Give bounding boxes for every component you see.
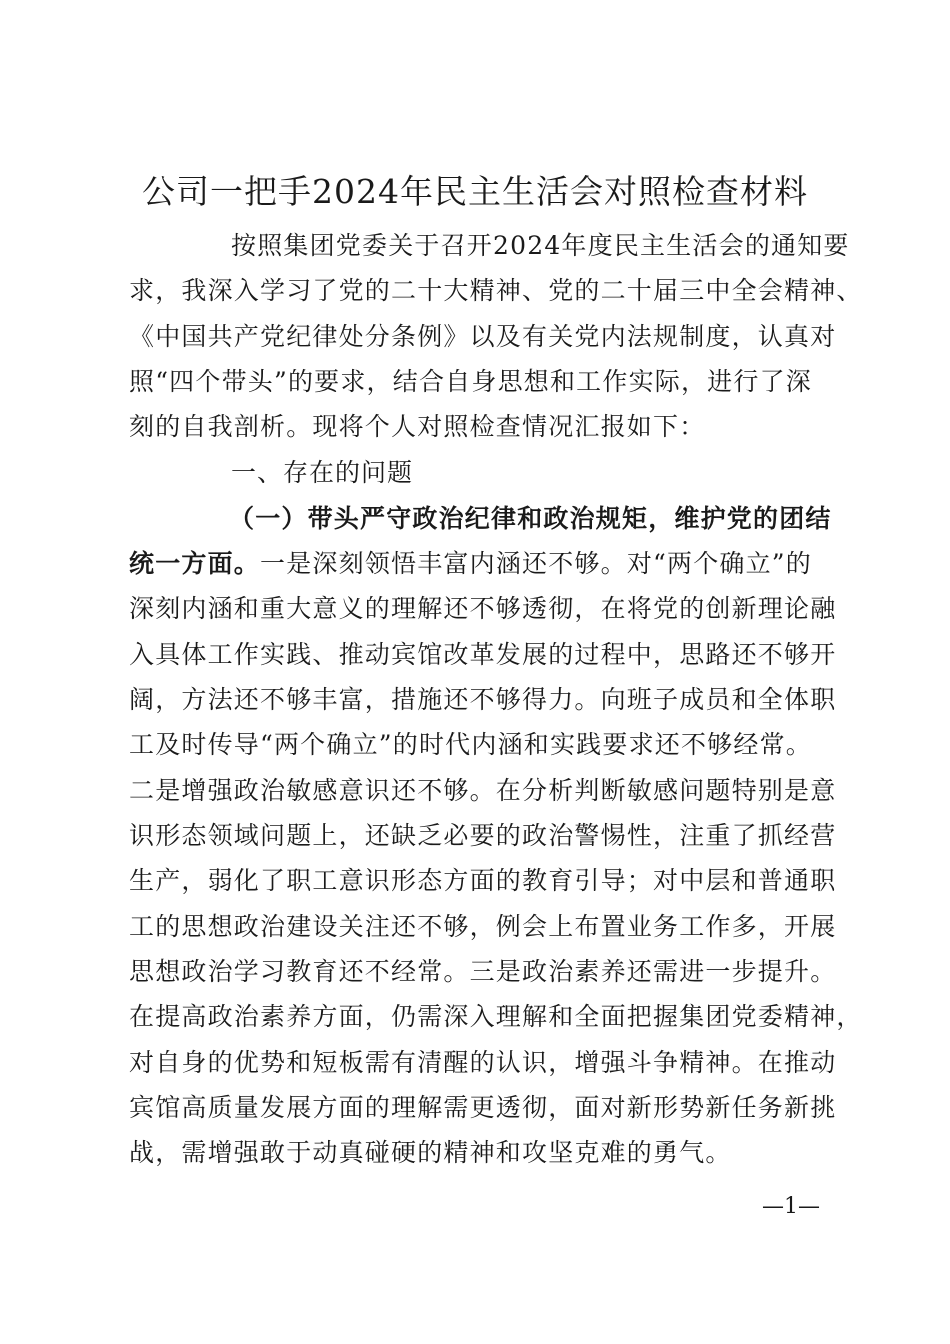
body-line: 对自身的优势和短板需有清醒的认识，增强斗争精神。在推动 (129, 1048, 837, 1077)
body-line: 宾馆高质量发展方面的理解需更透彻，面对新形势新任务新挑 (129, 1093, 837, 1122)
document-title: 公司一把手2024年民主生活会对照检查材料 (142, 172, 808, 211)
body-line: 思想政治学习教育还不经常。三是政治素养还需进一步提升。 (129, 957, 837, 986)
subsection-line (129, 544, 812, 584)
body-text: 一是深刻领悟丰富内涵还不够。对“两个确立”的 (260, 549, 812, 578)
body-line: 二是增强政治敏感意识还不够。在分析判断敏感问题特别是意 (129, 776, 837, 805)
body-line: 工的思想政治建设关注还不够，例会上布置业务工作多，开展 (129, 912, 837, 941)
body-line: 工及时传导“两个确立”的时代内涵和实践要求还不够经常。 (129, 730, 812, 759)
subsection-heading-continued: 统一方面。 (129, 549, 261, 578)
intro-line: 求，我深入学习了党的二十大精神、党的二十届三中全会精神、 (129, 276, 863, 305)
section-heading: 一、存在的问题 (231, 458, 414, 487)
body-line: 识形态领域问题上，还缺乏必要的政治警惕性，注重了抓经营 (129, 821, 837, 850)
body-line: 生产，弱化了职工意识形态方面的教育引导；对中层和普通职 (129, 866, 837, 895)
body-line: 在提高政治素养方面，仍需深入理解和全面把握集团党委精神， (129, 1002, 863, 1031)
intro-line: 按照集团党委关于召开2024年度民主生活会的通知要 (231, 231, 850, 260)
body-line: 战，需增强敢于动真碰硬的精神和攻坚克难的勇气。 (129, 1138, 732, 1167)
body-line: 深刻内涵和重大意义的理解还不够透彻，在将党的创新理论融 (129, 594, 837, 623)
body-line: 阔，方法还不够丰富，措施还不够得力。向班子成员和全体职 (129, 685, 837, 714)
intro-line: 《中国共产党纪律处分条例》以及有关党内法规制度，认真对 (129, 322, 837, 351)
subsection-heading: （一）带头严守政治纪律和政治规矩，维护党的团结 (229, 504, 832, 533)
page-number: —1— (762, 1194, 820, 1219)
body-line: 入具体工作实践、推动宾馆改革发展的过程中，思路还不够开 (129, 640, 837, 669)
intro-line: 刻的自我剖析。现将个人对照检查情况汇报如下： (129, 412, 706, 441)
intro-line: 照“四个带头”的要求，结合自身思想和工作实际，进行了深 (129, 367, 812, 396)
